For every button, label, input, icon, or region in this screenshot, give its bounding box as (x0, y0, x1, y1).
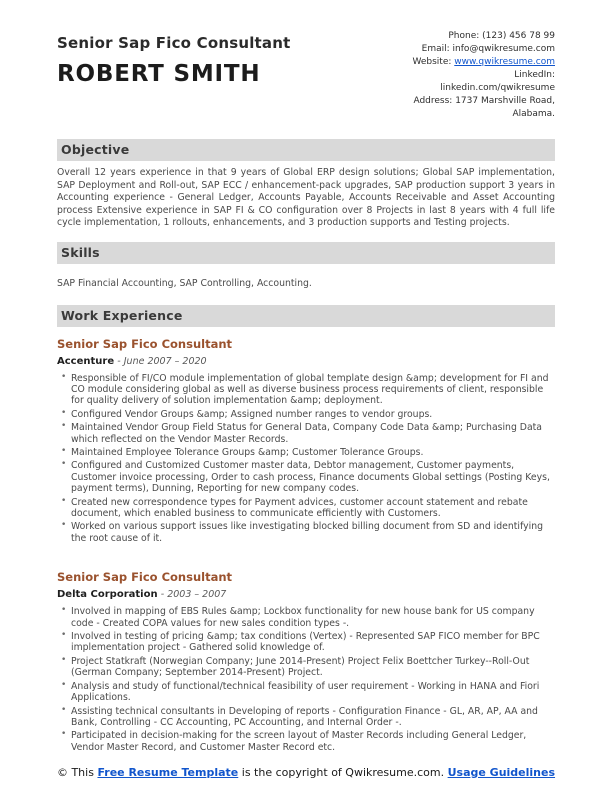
company-name: Accenture (57, 355, 115, 367)
contact-website (412, 56, 555, 69)
person-name: ROBERT SMITH (57, 61, 261, 87)
job-bullet-list (57, 373, 555, 545)
usage-guidelines-link[interactable]: Usage Guidelines (447, 766, 556, 779)
bullet-item: • Involved in testing of pricing &amp; tax conditions (Vertex) - Represented SAP FICO member for BPC implementation project - Gathered solid knowledge of. (61, 631, 555, 654)
contact-address-line1: Address: 1737 Marshville Road, (413, 96, 555, 106)
bullet-item: • Maintained Employee Tolerance Groups &amp; Customer Tolerance Groups. (61, 447, 555, 458)
section-title-objective (57, 139, 555, 161)
job-bullet-list (57, 606, 555, 753)
job-title: Senior Sap Fico Consultant (57, 336, 233, 351)
bullet-item: • Maintained Vendor Group Field Status for General Data, Company Code Data &amp; Purchasing Data which reflected on the Vendor Master Records. (61, 422, 555, 445)
contact-website-label: Website: (412, 57, 455, 67)
bullet-item: • Project Statkraft (Norwegian Company; June 2014-Present) Project Felix Boettcher Turkey--Roll-Out (German Company; September 2014-Present) Project. (61, 656, 555, 679)
contact-linkedin-value: linkedin.com/qwikresume (440, 83, 555, 93)
bullet-item: • Created new correspondence types for Payment advices, customer account statement and rebate document, which enabled business to communicate efficiently with Customers. (61, 497, 555, 520)
job-entry-accenture (57, 337, 555, 545)
free-resume-template-link[interactable]: Free Resume Template (97, 766, 239, 779)
company-name: Delta Corporation (57, 589, 158, 601)
bullet-item: • Assisting technical consultants in Developing of reports - Configuration Finance - GL, AR, AP, AA and Bank, Controlling - CC Accounting, PC Accounting, and Internal Order -. (61, 706, 555, 729)
bullet-item: • Configured and Customized Customer master data, Debtor management, Customer payments, Customer invoice processing, Order to cash process, Finance documents Global settings (Posting Keys, payment terms), Dunning, Reporting for new company codes. (61, 460, 555, 494)
website-link[interactable]: www.qwikresume.com (454, 57, 555, 67)
bullet-item: • Analysis and study of functional/technical feasibility of user requirement - Working in HANA and Fiori Applications. (61, 681, 555, 704)
bullet-item: • Configured Vendor Groups &amp; Assigned number ranges to vendor groups. (61, 409, 555, 420)
bullet-item: • Involved in mapping of EBS Rules &amp; Lockbox functionality for new house bank for US company code - Created COPA values for new sales condition types -. (61, 606, 555, 629)
skills-title-label: Skills (61, 244, 100, 260)
footer-prefix: © This (56, 766, 98, 779)
skills-section (57, 242, 555, 291)
footer-middle: is the copyright of Qwikresume.com. (238, 766, 448, 779)
header-left (57, 28, 291, 87)
contact-info (412, 28, 555, 121)
page-title: Senior Sap Fico Consultant (57, 34, 291, 52)
footer-text (54, 765, 559, 780)
work-title-label: Work Experience (61, 307, 183, 323)
footer (0, 765, 612, 780)
header (57, 28, 555, 121)
objective-title-label: Objective (61, 142, 130, 157)
job-dates: - June 2007 – 2020 (117, 355, 207, 367)
contact-linkedin-label: LinkedIn: (514, 70, 555, 80)
section-title-skills (57, 242, 555, 264)
job-entry-delta-corporation (57, 570, 555, 753)
section-title-work-experience (57, 305, 555, 327)
job-title: Senior Sap Fico Consultant (57, 570, 233, 585)
company-line (57, 356, 555, 367)
work-experience-section (57, 305, 555, 754)
skills-text: SAP Financial Accounting, SAP Controlling, Accounting. (57, 277, 312, 289)
objective-section (57, 139, 555, 230)
contact-address-line2: Alabama. (512, 109, 555, 119)
bullet-item: • Responsible of FI/CO module implementation of global template design &amp; development for FI and CO module considering global as well as diverse business process requirements of client, responsible for quality delivery of solution implementation &amp; deployment. (61, 373, 555, 407)
company-line (57, 589, 555, 600)
contact-phone: Phone: (123) 456 78 99 (448, 31, 555, 41)
bullet-item: • Participated in decision-making for the screen layout of Master Records including General Ledger, Vendor Master Record, and Customer Master Record etc. (61, 730, 555, 753)
objective-text: Overall 12 years experience in that 9 years of Global ERP design solutions; Global SAP implementation, SAP Deployment and Roll-out, SAP ECC / enhancement-pack upgrades, SAP production support 3 years in Accounting experience - General Ledger, Accounts Payable, Accounts Receivable and Asset Accounting process Extensive experience in SAP FI & CO configuration over 8 Projects in last 8 years with 4 full life cycle implementation, 1 rollouts, enhancements, and 3 production supports and Testing projects. (57, 167, 555, 229)
job-dates: - 2003 – 2007 (160, 589, 227, 601)
contact-email: Email: info@qwikresume.com (421, 44, 555, 54)
bullet-item: • Worked on various support issues like investigating blocked billing document from SD and identifying the root cause of it. (61, 521, 555, 544)
